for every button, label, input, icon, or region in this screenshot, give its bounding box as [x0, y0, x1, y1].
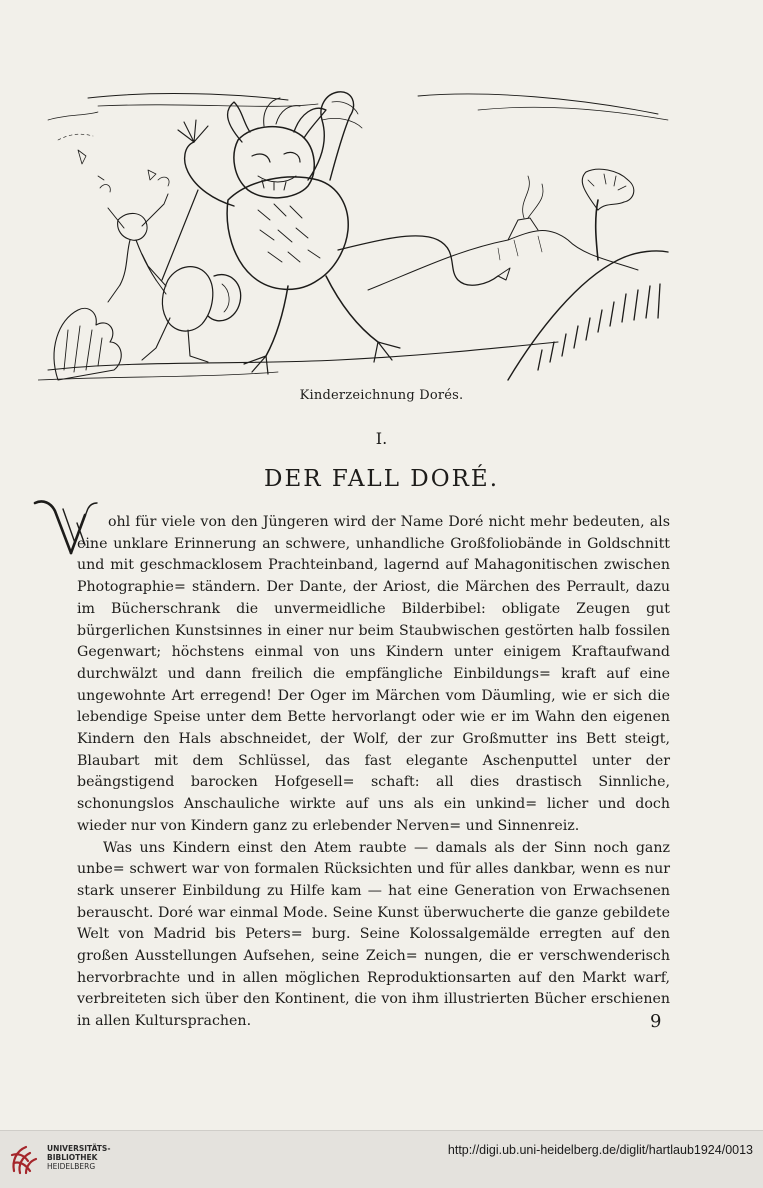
chapter-title: DER FALL DORÉ.	[264, 466, 499, 492]
chapter-number: I.	[375, 429, 388, 448]
figure-caption: Kinderzeichnung Dorés.	[299, 388, 464, 403]
body-text	[77, 512, 670, 1033]
paragraph-1: ohl für viele von den Jüngeren wird der Name Doré nicht mehr bedeuten, als eine unklare Erinnerung an schwere, unhandliche Großfoliobände in Goldschnitt und mit geschmacklosem Prachteinband, lagernd auf Mahagonitischen zwischen Photographie= ständern. Der Dante, der Ariost, die Märchen des Perrault, dazu im Bücherschrank die unvermeidliche Bilderbibel: obligate Zeugen gut bürgerlichen Kunstsinnes in einer nur beim Staubwischen gestörten halb fossilen Gegenwart; höchstens einmal von uns Kindern unter einigem Kraftaufwand durchwälzt und dann freilich die empfängliche Einbildungs= kraft auf eine ungewohnte Art erregend! Der Oger im Märchen vom Däumling, wie er sich die lebendige Speise unter dem Bette hervorlangt oder wie er im Wahn den eigenen Kindern den Hals abschneidet, der Wolf, der zur Großmutter ins Bett steigt, Blaubart mit dem Schlüssel, das fast elegante Aschenputtel unter der beängstigend barocken Hofgesell= schaft: all dies drastisch Sinnliche, schonungslos Anschauliche wirkte auf uns als ein unkind= licher und doch wieder nur von Kindern ganz zu erlebender Nerven= und Sinnenreiz.	[77, 514, 670, 834]
library-name: UNIVERSITÄTS- BIBLIOTHEK HEIDELBERG	[47, 1144, 111, 1171]
footer-bar	[0, 1130, 763, 1188]
page-number: 9	[650, 1011, 662, 1032]
library-logo-icon	[8, 1141, 42, 1177]
paragraph-2: Was uns Kindern einst den Atem raubte — damals als der Sinn noch ganz unbe= schwert war von formalen Rücksichten und für alles dankbar, wenn es nur stark unserer Einbildung zu Hilfe kam — hat eine Generation von Erwachsenen berauscht. Doré war einmal Mode. Seine Kunst überwucherte die ganze gebildete Welt von Madrid bis Peters= burg. Seine Kolossalgemälde erregten auf den großen Ausstellungen Aufsehen, seine Zeich= nungen, die er verschwenderisch hervorbrachte und in allen möglichen Reproduktionsarten auf den Markt warf, verbreiteten sich über den Kontinent, die von ihm illustrierten Bücher erschienen in allen Kultursprachen.	[77, 839, 670, 1030]
source-url-link[interactable]: http://digi.ub.uni-heidelberg.de/diglit/hartlaub1924/0013	[447, 1143, 753, 1157]
illustration-child-drawing	[38, 80, 670, 385]
